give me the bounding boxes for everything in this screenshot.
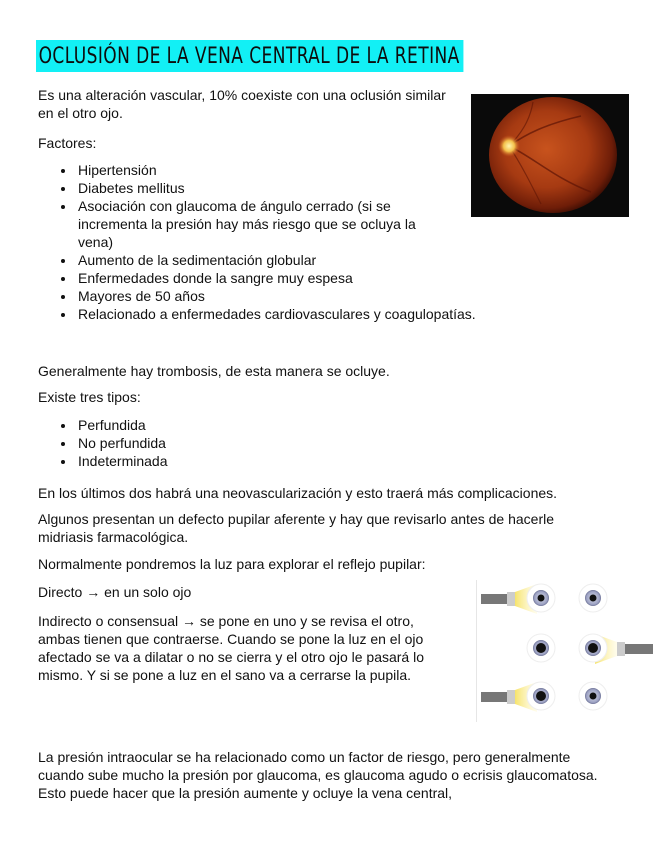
trombosis-paragraph: Generalmente hay trombosis, de esta manera se ocluye. xyxy=(38,363,390,379)
tipos-label: Existe tres tipos: xyxy=(38,389,141,405)
page-title: OCLUSIÓN DE LA VENA CENTRAL DE LA RETINA xyxy=(36,40,463,72)
luz-paragraph: Normalmente pondremos la luz para explorar el reflejo pupilar: xyxy=(38,556,426,572)
defecto-paragraph: Algunos presentan un defecto pupilar aferente y hay que revisarlo antes de hacerle midriasis farmacológica. xyxy=(38,511,555,545)
list-item: • Diabetes mellitus xyxy=(76,179,516,197)
indirecto-paragraph: Indirecto o consensual → se pone en uno y se revisa el otro, ambas tienen que contraerse. Cuando se pone la luz en el ojo afectado se va a dilatar o no se cierra y el otro ojo le pasará lo mismo. Y si se pone a luz en el sano va a cerrarse la pupila. xyxy=(38,613,424,683)
list-item: • Hipertensión xyxy=(76,161,516,179)
tipos-list xyxy=(38,416,168,470)
list-item: • No perfundida xyxy=(76,434,168,452)
pupil-reflex-diagram xyxy=(476,580,655,722)
directo-paragraph: Directo → en un solo ojo xyxy=(38,584,192,600)
factores-list xyxy=(38,161,516,323)
list-item: • Aumento de la sedimentación globular xyxy=(76,251,516,269)
list-item: • Enfermedades donde la sangre muy espesa xyxy=(76,269,516,287)
list-item: • Relacionado a enfermedades cardiovasculares y coagulopatías. xyxy=(76,305,638,323)
list-item: • Perfundida xyxy=(76,416,168,434)
neovasc-paragraph: En los últimos dos habrá una neovascularización y esto traerá más complicaciones. xyxy=(38,485,558,501)
list-item: • Asociación con glaucoma de ángulo cerrado (si se incrementa la presión hay más riesgo que se ocluya la vena) xyxy=(76,197,438,251)
intro-paragraph: Es una alteración vascular, 10% coexiste con una oclusión similar en el otro ojo. xyxy=(38,87,446,121)
factores-label: Factores: xyxy=(38,135,97,151)
list-item: • Mayores de 50 años xyxy=(76,287,516,305)
presion-paragraph: La presión intraocular se ha relacionado como un factor de riesgo, pero generalmente cuando sube mucho la presión por glaucoma, es glaucoma agudo o ecrisis glaucomatosa. Esto puede hacer que la presión aumente y ocluye la vena central, xyxy=(38,749,598,801)
list-item: • Indeterminada xyxy=(76,452,168,470)
